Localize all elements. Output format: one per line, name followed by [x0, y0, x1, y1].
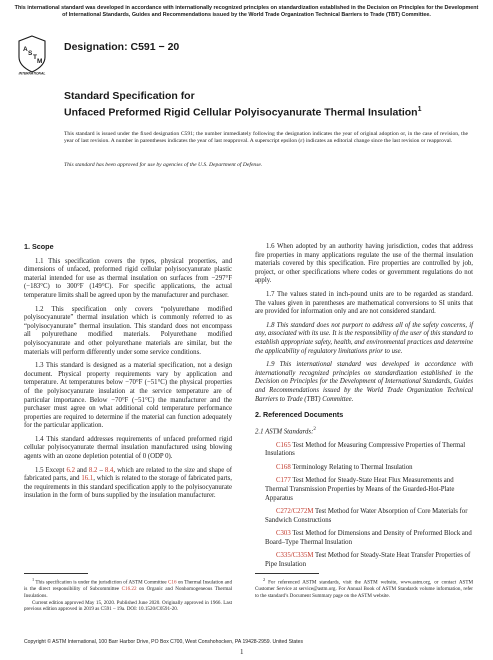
document-title [64, 90, 464, 120]
svg-text:S: S [28, 50, 33, 57]
reference-item [255, 530, 473, 547]
reference-title: Test Method for Water Absorption of Core Materials for Sandwich Constructions [265, 508, 468, 524]
right-column [255, 243, 473, 575]
paragraph-1-4: 1.4 This standard addresses requirements of unfaced preformed rigid cellular polyisocyanurate thermal insulation manufactured using blowing agents with an ozone depletion potential of 0 (ODP 0). [24, 435, 232, 461]
paragraph-1-8: 1.8 This standard does not purport to address all of the safety concerns, if any, associated with its use. It is the responsibility of the user of this standard to establish appropriate safety, health, and environmental practices and determine the applicability of regulatory limitations prior to use. [255, 321, 473, 355]
reference-code-link[interactable]: C272/C272M [276, 508, 314, 516]
footnote-1-para-1: $^1$ This specification is under the jurisdiction of ASTM Committee C16 on Thermal Insulation and is the direct responsibility of Subcommittee C16.22 on Organic and Nonhomogeneous Thermal Insulations. [24, 577, 233, 599]
reference-title: Test Method for Steady-State Heat Transfer Properties of Pipe Insulation [265, 552, 471, 569]
reference-code-link[interactable]: C303 [276, 530, 291, 538]
link-6-2[interactable]: 6.2 [66, 466, 75, 474]
left-column [24, 243, 232, 506]
reference-code-link[interactable]: C165 [276, 441, 291, 449]
paragraph-1-6: 1.6 When adopted by an authority having jurisdiction, codes that address fire properties in many applications regulate the use of the thermal insulation materials covered by this specification. Fire properties are controlled by job, project, or other specifications where codes or government regulations do not apply. [255, 243, 473, 285]
footnote-1-para-2: Current edition approved May 15, 2020. Published June 2020. Originally approved in 1966. Last previous edition approved in 2019 as C591 – 19a. DOI: 10.1520/C0591-20. [24, 599, 232, 613]
title-line-1: Standard Specification for [64, 90, 195, 102]
section-heading-references: 2. Referenced Documents [255, 410, 344, 420]
reference-code-link[interactable]: C177 [276, 477, 291, 485]
issuance-note: This standard is issued under the fixed designation C591; the number immediately following the designation indicates the year of original adoption or, in the case of revision, the year of last revision. A number in parentheses indicates the year of last reapproval. A superscript epsilon (ε) indicates an editorial change since the last revision or reapproval. [64, 131, 468, 145]
link-8-2[interactable]: 8.2 [88, 466, 98, 474]
paragraph-1-9: 1.9 This international standard was developed in accordance with internationally recognized principles on standardization established in the Decision on Principles for the Development of International Standards, Guides and Recommendations issued by the World Trade Organization Technical Barriers to Trade (TBT) Committee. [255, 361, 473, 403]
page-number: 1 [240, 648, 244, 656]
title-line-2: Unfaced Preformed Rigid Cellular Polyisocyanurate Thermal Insulation$^1$ [64, 106, 422, 119]
reference-item [255, 552, 473, 569]
link-c16-22[interactable]: C16.22 [121, 586, 137, 593]
reference-list [255, 442, 473, 570]
footnote-divider-left [24, 573, 88, 574]
svg-text:INTERNATIONAL: INTERNATIONAL [18, 71, 46, 75]
header-notice: This international standard was developed in accordance with internationally recognized principles on standardization established in the Decision on Principles for the Development of International Standards, Guides and Recommendations issued by the World Trade Organization Technical Barriers to Trade (TBT) Committee. [14, 5, 479, 18]
reference-item [255, 508, 473, 525]
svg-text:M: M [37, 58, 43, 65]
astm-logo [16, 33, 48, 75]
footnote-divider-right [255, 573, 319, 574]
reference-item [255, 464, 473, 473]
link-16-1[interactable]: 16.1 [81, 475, 94, 483]
reference-title: Test Method for Steady-State Heat Flux Measurements and Thermal Transmission Properties by Means of the Guarded-Hot-Plate Apparatus [265, 477, 455, 502]
reference-title: Test Method for Dimensions and Density of Preformed Block and Board–Type Thermal Insulation [265, 530, 472, 546]
footnote-1 [24, 577, 232, 614]
paragraph-1-3: 1.3 This standard is designed as a material specification, not a design document. Physical property requirements vary by application and temperature. At temperatures below −70°F (−51°C) the physical properties of the polyisocyanurate insulation at the service temperature are of particular importance. Below −70°F (−51°C) the manufacturer and the purchaser must agree on what additional cold temperature performance properties are required to determine if the material can function adequately for the particular application. [24, 362, 232, 430]
paragraph-1-1: 1.1 This specification covers the types, physical properties, and dimensions of unfaced, preformed rigid cellular polyisocyanurate plastic material intended for use as thermal insulation on surfaces from −297°F (−183°C) to 300°F (149°C). For specific applications, the actual temperature limits shall be agreed upon by the manufacturer and purchaser. [24, 257, 232, 299]
copyright-line: Copyright © ASTM International, 100 Barr Harbor Drive, PO Box C700, West Conshohocken, PA 19428-2959. United States [24, 639, 304, 645]
link-c16[interactable]: C16 [168, 579, 177, 586]
footnote-2 [255, 577, 473, 600]
section-heading-scope: 1. Scope [24, 242, 54, 251]
reference-code-link[interactable]: C335/C335M [276, 552, 314, 560]
paragraph-1-2: 1.2 This specification only covers “polyurethane modified polyisocyanurate” thermal insulation which is commonly referred to as “polyisocyanurate” thermal insulation. This standard does not encompass all polyurethane modified materials. Polyurethane modified polyisocyanurate and other polyurethane materials are similar, but the materials will perform differently under some service conditions. [24, 305, 232, 356]
paragraph-1-5: 1.5 Except 6.2 and 8.2 – 8.4, which are related to the size and shape of fabricated parts, and 16.1, which is related to the storage of fabricated parts, the requirements in this standard specification apply to the polyisocyanurate insulation in the form of buns supplied by the insulation manufacturer. [24, 466, 233, 500]
references-subheading: 2.1 ASTM Standards:$^2$ [255, 426, 316, 435]
footnote-2-text: $^2$ For referenced ASTM standards, visit the ASTM website, www.astm.org, or contact ASTM Customer Service at service@astm.org. For Annual Book of ASTM Standards volume information, refer to the standard’s Document Summary page on the ASTM website. [255, 577, 473, 599]
reference-item [255, 477, 473, 503]
reference-item [255, 442, 473, 459]
reference-code-link[interactable]: C168 [276, 463, 291, 471]
svg-text:A: A [23, 46, 28, 53]
approval-note: This standard has been approved for use by agencies of the U.S. Department of Defense. [64, 162, 263, 168]
designation: Designation: C591 − 20 [64, 41, 180, 53]
link-8-4[interactable]: 8.4 [104, 466, 114, 474]
reference-title: Test Method for Measuring Compressive Properties of Thermal Insulations [265, 441, 466, 458]
svg-text:T: T [33, 54, 37, 61]
title-footnote-marker[interactable]: 1 [417, 106, 422, 113]
paragraph-1-7: 1.7 The values stated in inch-pound units are to be regarded as standard. The values given in parentheses are mathematical conversions to SI units that are provided for information only and are not considered standard. [255, 290, 473, 316]
reference-title: Terminology Relating to Thermal Insulation [292, 463, 413, 471]
